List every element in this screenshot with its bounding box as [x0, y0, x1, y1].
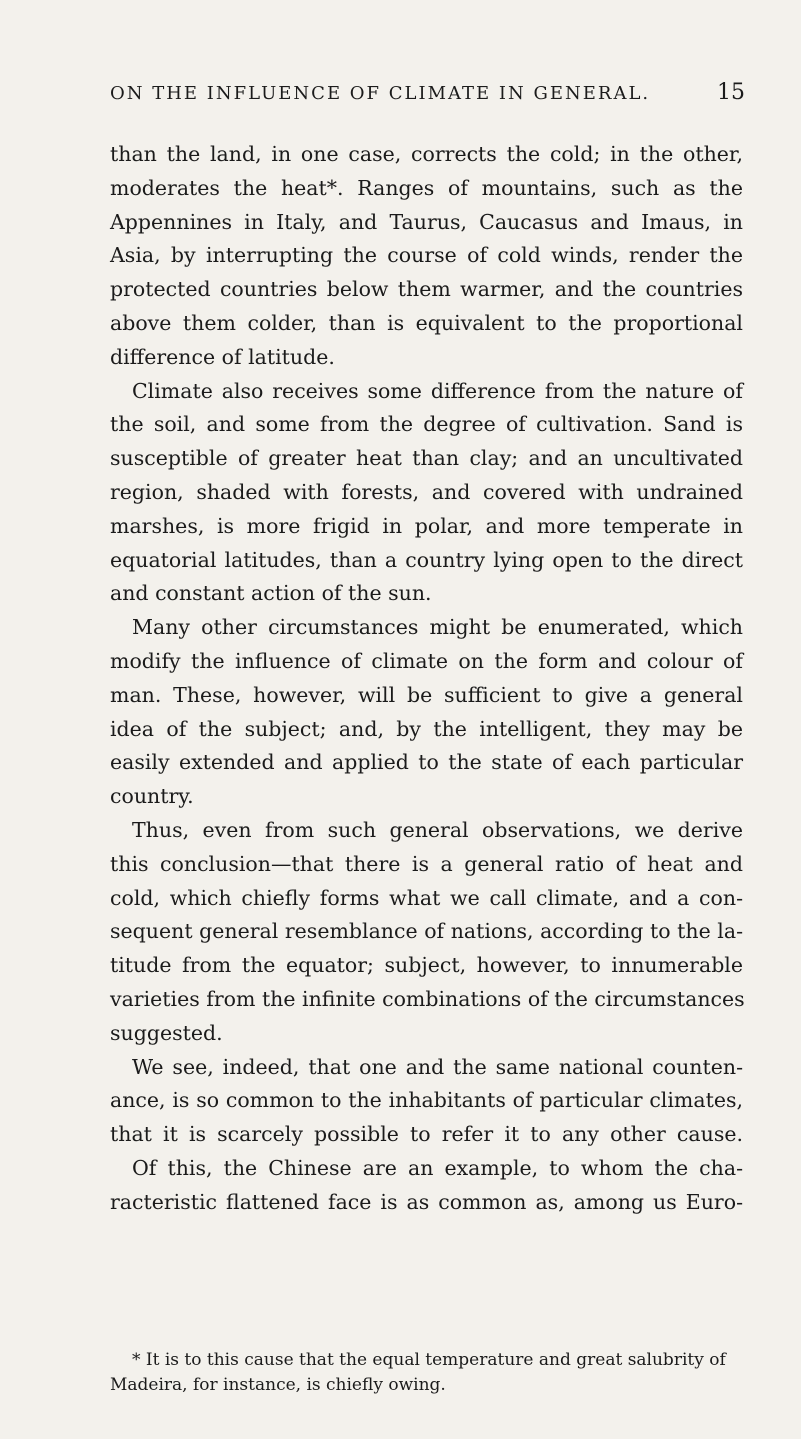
- text-line: protected countries below them warmer, and the countries: [110, 277, 743, 302]
- text-line: this conclusion—that there is a general ratio of heat and: [110, 851, 743, 876]
- text-line: Many other circumstances might be enumerated, which: [132, 615, 743, 640]
- text-line: We see, indeed, that one and the same national counten-: [132, 1054, 743, 1079]
- text-line: marshes, is more frigid in polar, and more temperate in: [110, 513, 743, 538]
- text-line: modify the influence of climate on the form and colour of: [110, 648, 743, 673]
- running-header: [110, 80, 745, 105]
- text-line: easily extended and applied to the state of each particular: [110, 750, 743, 775]
- text-line: cold, which chiefly forms what we call climate, and a con-: [110, 885, 743, 910]
- text-line: Of this, the Chinese are an example, to whom the cha-: [132, 1155, 743, 1180]
- text-line: racteristic flattened face is as common as, among us Euro-: [110, 1189, 743, 1214]
- text-line: than the land, in one case, corrects the cold; in the other,: [110, 142, 743, 166]
- text-line: varieties from the infinite combinations of the circumstances: [110, 986, 745, 1011]
- text-line: Asia, by interrupting the course of cold winds, render the: [110, 243, 743, 268]
- text-line: equatorial latitudes, than a country lying open to the direct: [110, 547, 743, 572]
- text-line: that it is scarcely possible to refer it to any other cause.: [110, 1122, 743, 1147]
- text-line: idea of the subject; and, by the intelligent, they may be: [110, 716, 743, 741]
- text-line: Climate also receives some difference from the nature of: [132, 378, 743, 403]
- text-line: difference of latitude.: [110, 344, 335, 369]
- body-text: [110, 138, 743, 1220]
- text-line: sequent general resemblance of nations, according to the la-: [110, 919, 743, 944]
- footnote-line: Madeira, for instance, is chiefly owing.: [110, 1375, 446, 1395]
- text-line: and constant action of the sun.: [110, 581, 432, 606]
- text-line: region, shaded with forests, and covered with undrained: [110, 479, 743, 504]
- footnote-line: * It is to this cause that the equal temperature and great salubrity of: [132, 1350, 726, 1370]
- text-line: moderates the heat*. Ranges of mountains, such as the: [110, 175, 743, 200]
- text-line: country.: [110, 784, 194, 809]
- page-number: 15: [717, 80, 745, 105]
- text-line: ance, is so common to the inhabitants of particular climates,: [110, 1088, 743, 1113]
- text-line: Thus, even from such general observations, we derive: [132, 817, 743, 842]
- running-title: ON THE INFLUENCE OF CLIMATE IN GENERAL.: [110, 83, 651, 104]
- text-line: man. These, however, will be sufficient to give a general: [110, 682, 743, 707]
- text-line: the soil, and some from the degree of cultivation. Sand is: [110, 412, 743, 437]
- text-line: Appennines in Italy, and Taurus, Caucasus and Imaus, in: [110, 209, 743, 234]
- text-line: susceptible of greater heat than clay; and an uncultivated: [110, 446, 743, 471]
- footnote: [110, 1348, 743, 1398]
- text-line: above them colder, than is equivalent to the proportional: [110, 310, 743, 335]
- text-line: suggested.: [110, 1020, 223, 1045]
- text-line: titude from the equator; subject, however, to innumerable: [110, 953, 743, 978]
